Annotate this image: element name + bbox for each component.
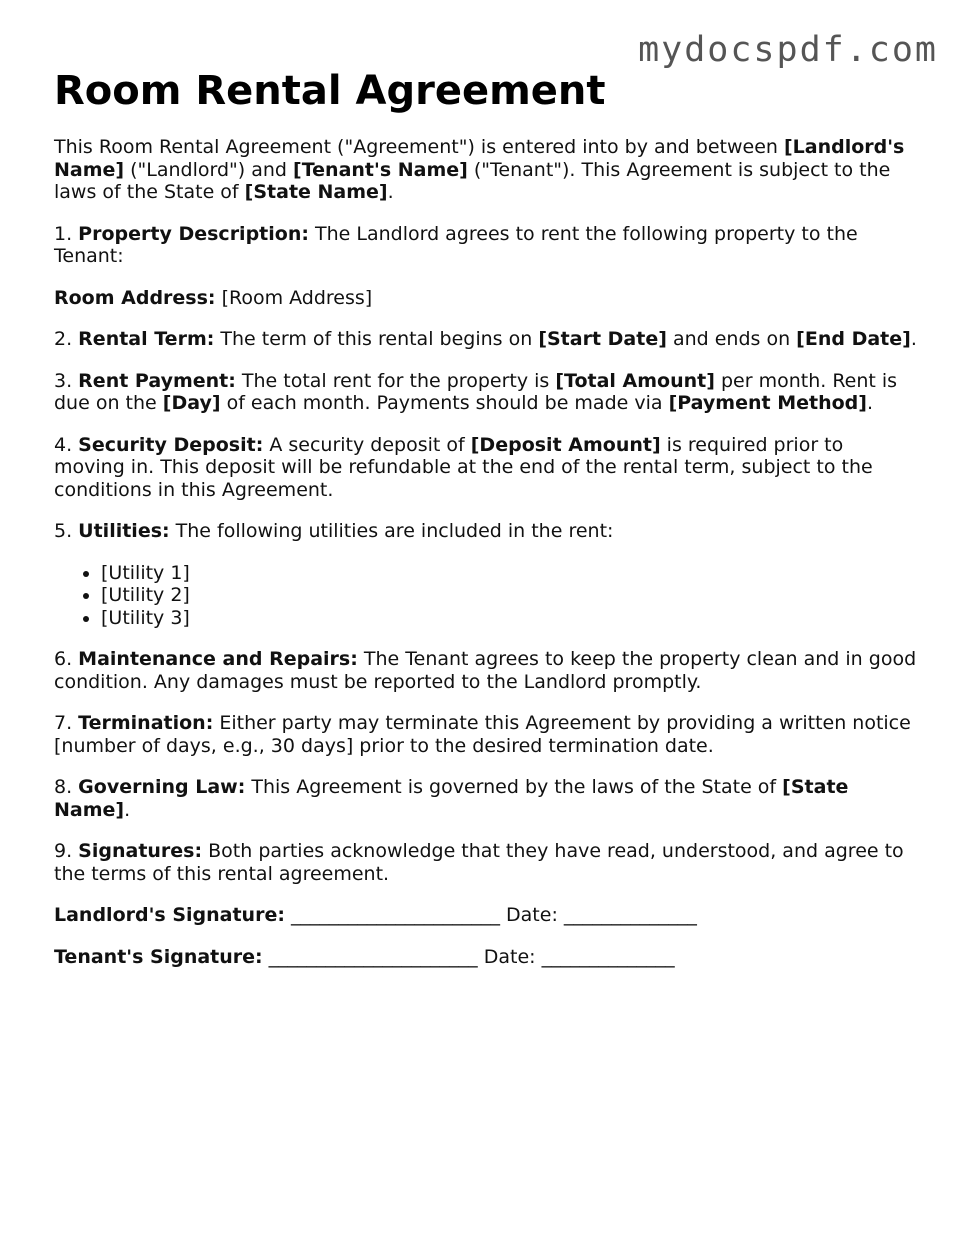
total-amount-placeholder: [Total Amount]	[555, 369, 715, 392]
landlord-signature-label: Landlord's Signature:	[54, 904, 285, 926]
section-rental-term	[54, 328, 920, 351]
section-text: The Tenant agrees to keep the property clean and in good condition. Any damages must be reported to the Landlord promptly.	[54, 648, 917, 693]
end-date-placeholder: [End Date]	[796, 328, 911, 350]
intro-paragraph	[54, 136, 920, 204]
section-termination	[54, 712, 920, 757]
start-date-placeholder: [Start Date]	[538, 328, 667, 350]
list-item: • [Utility 1]	[101, 562, 920, 585]
payment-method-placeholder: [Payment Method]	[668, 392, 867, 414]
section-heading: Utilities:	[78, 520, 170, 542]
section-signatures	[54, 840, 920, 885]
section-text: A security deposit of	[263, 433, 471, 456]
section-heading: Governing Law:	[78, 776, 246, 798]
intro-text: ("Landlord") and	[124, 158, 294, 181]
section-heading: Signatures:	[78, 840, 203, 862]
intro-text: ("Tenant"). This Agreement is subject to the laws of the State of	[54, 158, 891, 203]
section-text: The following utilities are included in the rent:	[169, 520, 614, 542]
section-heading: Maintenance and Repairs:	[78, 648, 358, 670]
document-page	[54, 68, 920, 987]
tenant-signature-blank: ______________________ Date: ______________	[262, 945, 675, 968]
tenant-name-placeholder: [Tenant's Name]	[293, 158, 468, 181]
intro-text: This Room Rental Agreement ("Agreement") is entered into by and between	[54, 136, 784, 158]
section-security-deposit	[54, 434, 920, 502]
section-heading: Rental Term:	[78, 328, 215, 350]
section-text: of each month. Payments should be made via	[220, 392, 669, 414]
landlord-signature-blank: ______________________ Date: ______________	[284, 904, 697, 926]
section-text: The total rent for the property is	[235, 369, 556, 392]
state-name-placeholder: [State Name]	[244, 181, 388, 203]
watermark: mydocspdf.com	[638, 30, 938, 70]
section-number: 3.	[54, 369, 79, 392]
section-text: Both parties acknowledge that they have read, understood, and agree to the terms of this rental agreement.	[54, 840, 904, 885]
landlord-signature-line	[54, 904, 920, 927]
state-name-placeholder: [State Name]	[54, 776, 849, 821]
list-item: • [Utility 2]	[101, 584, 920, 607]
room-address-value: [Room Address]	[215, 286, 373, 309]
section-number: 6.	[54, 648, 79, 670]
tenant-signature-label: Tenant's Signature:	[54, 945, 263, 968]
section-maintenance	[54, 648, 920, 693]
section-text: The Landlord agrees to rent the following property to the Tenant:	[54, 222, 858, 267]
landlord-name-placeholder: [Landlord's Name]	[54, 136, 905, 181]
section-text: and ends on	[666, 328, 797, 350]
section-text: per month. Rent is due on the	[54, 369, 898, 414]
section-rent-payment	[54, 370, 920, 415]
deposit-amount-placeholder: [Deposit Amount]	[470, 433, 661, 456]
section-number: 9.	[54, 840, 79, 862]
section-governing-law	[54, 776, 920, 821]
section-text: Either party may terminate this Agreement by providing a written notice [number of days, e.g., 30 days] prior to the desired termination date.	[54, 712, 911, 757]
day-placeholder: [Day]	[162, 392, 221, 414]
room-address-label: Room Address:	[54, 286, 216, 309]
list-item: • [Utility 3]	[101, 607, 920, 630]
section-text: This Agreement is governed by the laws of the State of	[245, 776, 783, 798]
section-number: 4.	[54, 433, 79, 456]
section-heading: Security Deposit:	[78, 433, 264, 456]
section-utilities	[54, 520, 920, 543]
section-property-description	[54, 223, 920, 268]
section-number: 1.	[54, 222, 79, 245]
utilities-list	[54, 562, 920, 630]
section-text: .	[910, 328, 917, 350]
section-heading: Termination:	[78, 712, 214, 734]
section-heading: Property Description:	[78, 222, 309, 245]
section-text: The term of this rental begins on	[214, 328, 539, 350]
section-text: is required prior to moving in. This deposit will be refundable at the end of the rental term, subject to the conditions in this Agreement.	[54, 433, 873, 501]
section-number: 7.	[54, 712, 79, 734]
section-number: 2.	[54, 328, 79, 350]
intro-text: .	[387, 181, 394, 203]
document-title: Room Rental Agreement	[54, 68, 606, 114]
section-text: .	[866, 392, 873, 414]
tenant-signature-line	[54, 946, 920, 969]
section-text: .	[124, 798, 131, 821]
room-address-line	[54, 287, 920, 310]
section-number: 8.	[54, 776, 79, 798]
section-heading: Rent Payment:	[78, 369, 236, 392]
section-number: 5.	[54, 520, 79, 542]
